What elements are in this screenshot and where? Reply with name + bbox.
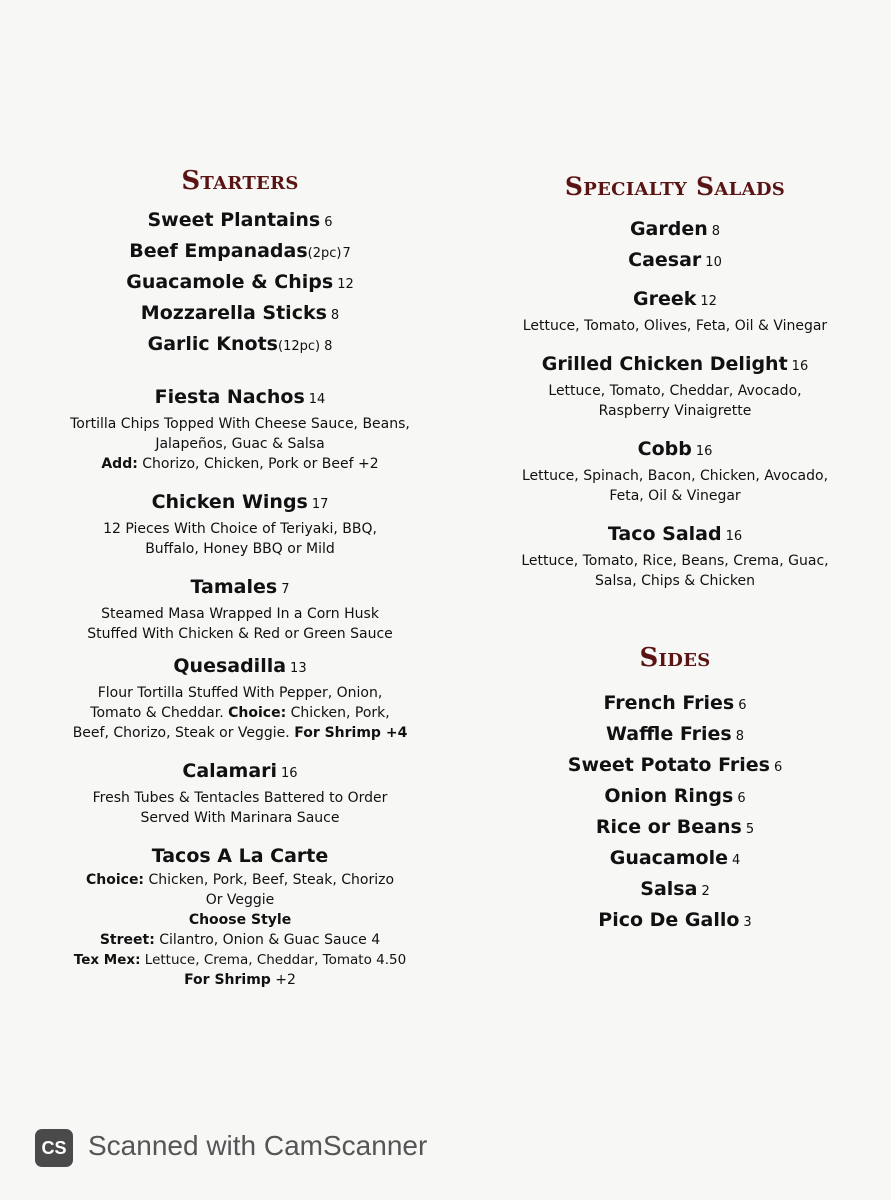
item-title: Chicken Wings 17 (151, 491, 329, 513)
item-title: Calamari 16 (182, 760, 298, 782)
item-description: Steamed Masa Wrapped In a Corn Husk (101, 606, 379, 622)
item-description: Beef, Chorizo, Steak or Veggie. For Shrimp +4 (72, 725, 408, 741)
tacos-a-la-carte (20, 842, 460, 990)
item-title: Grilled Chicken Delight 16 (541, 353, 809, 375)
item-description: Feta, Oil & Vinegar (609, 488, 741, 504)
item-description: 12 Pieces With Choice of Teriyaki, BBQ, (103, 521, 377, 537)
menu-item: French Fries 6 (603, 692, 747, 714)
menu-item: Sweet Potato Fries 6 (567, 754, 783, 776)
item-description: Salsa, Chips & Chicken (595, 573, 755, 589)
salads-list (470, 215, 880, 591)
cobb-salad (470, 435, 880, 506)
item-description: Lettuce, Tomato, Olives, Feta, Oil & Vinegar (522, 318, 828, 334)
item-description: Lettuce, Tomato, Cheddar, Avocado, (548, 383, 802, 399)
item-description: Or Veggie (205, 892, 275, 908)
sides-heading: Sides (639, 643, 711, 673)
menu-item: Salsa 2 (640, 878, 710, 900)
right-column (470, 172, 880, 937)
quesadilla (20, 652, 460, 743)
menu-item: Garden 8 (629, 218, 721, 240)
sides-list (470, 689, 880, 937)
item-title: Quesadilla 13 (173, 655, 307, 677)
menu-item: Onion Rings 6 (604, 785, 746, 807)
starters-heading: Starters (181, 166, 299, 196)
menu-item: Waffle Fries 8 (606, 723, 744, 745)
menu-item: Sweet Plantains 6 (147, 209, 333, 231)
chicken-wings (20, 488, 460, 559)
item-description: Raspberry Vinaigrette (598, 403, 752, 419)
camscanner-watermark: Scanned with CamScanner (88, 1130, 428, 1161)
menu-item: Mozzarella Sticks 8 (140, 302, 340, 324)
greek-salad (470, 285, 880, 336)
menu-item: Guacamole 4 (609, 847, 741, 869)
item-description: Tex Mex: Lettuce, Crema, Cheddar, Tomato 4.50 (73, 952, 407, 968)
taco-salad (470, 520, 880, 591)
item-description: Lettuce, Spinach, Bacon, Chicken, Avocado, (521, 468, 829, 484)
item-addon: Add: Chorizo, Chicken, Pork or Beef +2 (101, 456, 379, 472)
menu-item: Rice or Beans 5 (595, 816, 755, 838)
item-description: Lettuce, Tomato, Rice, Beans, Crema, Guac, (521, 553, 829, 569)
item-description: Jalapeños, Guac & Salsa (155, 436, 325, 452)
starters-list (20, 206, 460, 361)
item-description: Choose Style (188, 912, 292, 928)
item-title: Cobb 16 (637, 438, 713, 460)
item-description: Choice: Chicken, Pork, Beef, Steak, Chorizo (85, 872, 395, 888)
item-description: Tortilla Chips Topped With Cheese Sauce, Beans, (70, 416, 410, 432)
tamales (20, 573, 460, 644)
item-description: Buffalo, Honey BBQ or Mild (145, 541, 335, 557)
item-title: Tacos A La Carte (151, 845, 329, 867)
item-title: Tamales 7 (190, 576, 290, 598)
camscanner-logo-icon: CS (35, 1129, 73, 1167)
item-description: Served With Marinara Sauce (140, 810, 340, 826)
item-description: Stuffed With Chicken & Red or Green Sauce (87, 626, 393, 642)
item-description: Fresh Tubes & Tentacles Battered to Order (92, 790, 388, 806)
fiesta-nachos (20, 383, 460, 474)
item-description: For Shrimp +2 (184, 972, 296, 988)
left-column (20, 166, 460, 990)
item-description: Street: Cilantro, Onion & Guac Sauce 4 (99, 932, 381, 948)
grilled-chicken-delight (470, 350, 880, 421)
item-title: Taco Salad 16 (607, 523, 743, 545)
item-title: Greek 12 (633, 288, 717, 310)
item-title: Fiesta Nachos 14 (154, 386, 326, 408)
item-description: Flour Tortilla Stuffed With Pepper, Onion, (97, 685, 383, 701)
menu-item: Garlic Knots(12pc) 8 (147, 333, 333, 355)
menu-item: Pico De Gallo 3 (598, 909, 752, 931)
menu-item: Guacamole & Chips 12 (126, 271, 354, 293)
bleed-through-title (270, 58, 278, 88)
menu-item: Caesar 10 (628, 249, 722, 271)
item-description: Tomato & Cheddar. Choice: Chicken, Pork, (90, 705, 390, 721)
salads-heading: Specialty Salads (564, 172, 786, 201)
menu-item: Beef Empanadas(2pc)7 (129, 240, 351, 262)
calamari (20, 757, 460, 828)
